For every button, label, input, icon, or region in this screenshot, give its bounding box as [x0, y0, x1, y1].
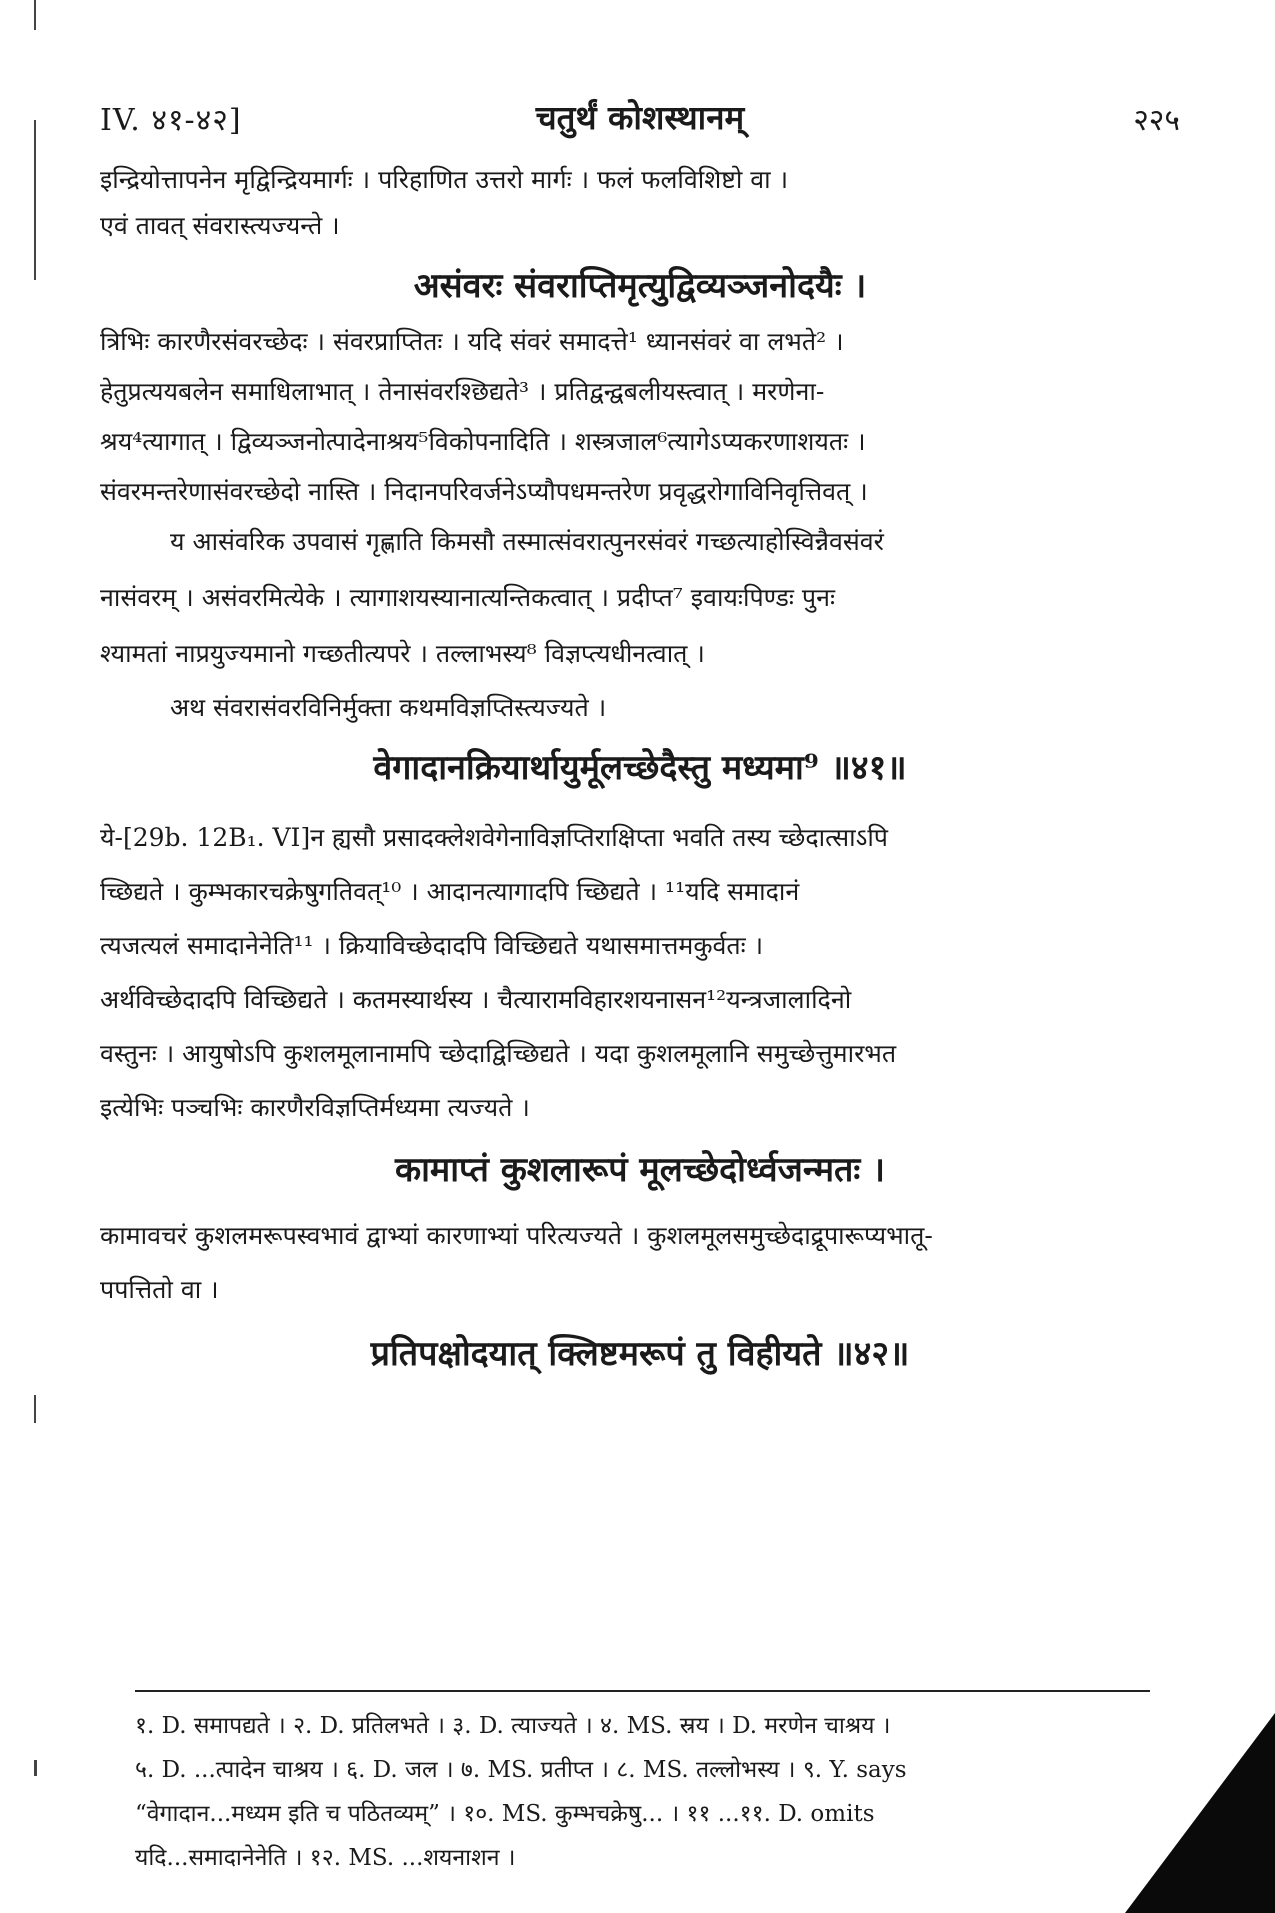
- text-line: त्रिभिः कारणैरसंवरच्छेदः । संवरप्राप्तितः । यदि संवरं समादत्ते¹ ध्यानसंवरं वा लभते² ।: [100, 327, 844, 356]
- text-line: अथ संवरासंवरविनिर्मुक्ता कथमविज्ञप्तिस्त्यज्यते ।: [170, 693, 607, 722]
- text-line: ये-[29b. 12B₁. VI]न ह्यसौ प्रसादक्लेशवेगेनाविज्ञप्तिराक्षिप्ता भवति तस्य च्छेदात्साऽपि: [100, 823, 889, 852]
- text-line: श्यामतां नाप्रयुज्यमानो गच्छतीत्यपरे । तल्लाभस्य⁸ विज्ञप्त्यधीनत्वात् ।: [100, 639, 705, 668]
- footnote-line: यदि...समादानेनेति । १२. MS. ...शयनाशन ।: [135, 1845, 516, 1871]
- text-line: वस्तुनः । आयुषोऽपि कुशलमूलानामपि च्छेदाद्विच्छिद्यते । यदा कुशलमूलानि समुच्छेत्तुमारभत: [100, 1039, 897, 1068]
- text-line: इत्येभिः पञ्चभिः कारणैरविज्ञप्तिर्मध्यमा त्यज्यते ।: [100, 1093, 530, 1122]
- chapter-title: चतुर्थं कोशस्थानम्: [535, 98, 745, 137]
- text-line: हेतुप्रत्ययबलेन समाधिलाभात् । तेनासंवरश्छिद्यते³ । प्रतिद्वन्द्वबलीयस्त्वात् । मरणेना-: [100, 377, 825, 406]
- footnotes: [135, 1712, 1155, 1888]
- verse-41: वेगादानक्रियार्थायुर्मूलच्छेदैस्तु मध्यमा⁹ ॥४१॥: [373, 748, 907, 788]
- text-line: संवरमन्तरेणासंवरच्छेदो नास्ति । निदानपरिवर्जनेऽप्यौपधमन्तरेण प्रवृद्धरोगाविनिवृत्तिवत् ।: [100, 477, 868, 506]
- text-line: पपत्तितो वा ।: [100, 1275, 219, 1304]
- running-header: [100, 92, 1180, 142]
- footnote-line: १. D. समापद्यते । २. D. प्रतिलभते । ३. D. त्याज्यते । ४. MS. स्रय । D. मरणेन चाश्रय ।: [135, 1713, 891, 1739]
- text-line: श्रय⁴त्यागात् । द्विव्यञ्जनोत्पादेनाश्रय⁵विकोपनादिति । शस्त्रजाल⁶त्यागेऽप्यकरणाशयतः ।: [100, 427, 866, 456]
- verse-41a: असंवरः संवराप्तिमृत्युद्विव्यञ्जनोदयैः ।: [413, 266, 867, 306]
- text-line: अर्थविच्छेदादपि विच्छिद्यते । कतमस्यार्थस्य । चैत्यारामविहारशयनासन¹²यन्त्रजालादिनो: [100, 985, 852, 1014]
- section-reference: IV. ४१-४२]: [100, 103, 242, 138]
- verse-42: प्रतिपक्षोदयात् क्लिष्टमरूपं तु विहीयते ॥४२॥: [370, 1334, 910, 1374]
- footnote-line: ५. D. ...त्पादेन चाश्रय । ६. D. जल । ७. MS. प्रतीप्त । ८. MS. तल्लोभस्य । ९. Y. says: [135, 1757, 907, 1783]
- scan-edge-mark: [34, 1760, 37, 1776]
- text-line: एवं तावत् संवरास्त्यज्यन्ते ।: [100, 211, 340, 240]
- text-line: च्छिद्यते । कुम्भकारचक्रेषुगतिवत्¹⁰ । आदानत्यागादपि च्छिद्यते । ¹¹यदि समादानं: [100, 877, 800, 906]
- scan-edge-mark: [34, 1395, 36, 1423]
- scan-edge-mark: [34, 120, 36, 280]
- scan-edge-mark: [34, 0, 36, 30]
- page-number: २२५: [1133, 103, 1180, 138]
- text-line: इन्द्रियोत्तापनेन मृद्विन्द्रियमार्गः । परिहाणित उत्तरो मार्गः । फलं फलविशिष्टो वा ।: [100, 165, 789, 194]
- scan-shadow-corner: [1125, 1713, 1275, 1913]
- main-text: [100, 165, 1180, 1375]
- verse-42a: कामाप्तं कुशलारूपं मूलच्छेदोर्ध्वजन्मतः ।: [394, 1150, 886, 1190]
- footnote-divider: [135, 1690, 1150, 1692]
- text-line: कामावचरं कुशलमरूपस्वभावं द्वाभ्यां कारणाभ्यां परित्यज्यते । कुशलमूलसमुच्छेदाद्रूपारूप्यभातू-: [100, 1221, 933, 1250]
- footnote-line: “वेगादान...मध्यम इति च पठितव्यम्” । १०. MS. कुम्भचक्रेषु... । ११ ...११. D. omits: [135, 1801, 875, 1827]
- text-line: नासंवरम् । असंवरमित्येके । त्यागाशयस्यानात्यन्तिकत्वात् । प्रदीप्त⁷ इवायःपिण्डः पुनः: [100, 583, 836, 612]
- text-line: त्यजत्यलं समादानेनेति¹¹ । क्रियाविच्छेदादपि विच्छिद्यते यथासमात्तमकुर्वतः ।: [100, 931, 764, 960]
- text-line: य आसंवरिक उपवासं गृह्णाति किमसौ तस्मात्संवरात्पुनरसंवरं गच्छत्याहोस्विन्नैवसंवरं: [170, 527, 884, 556]
